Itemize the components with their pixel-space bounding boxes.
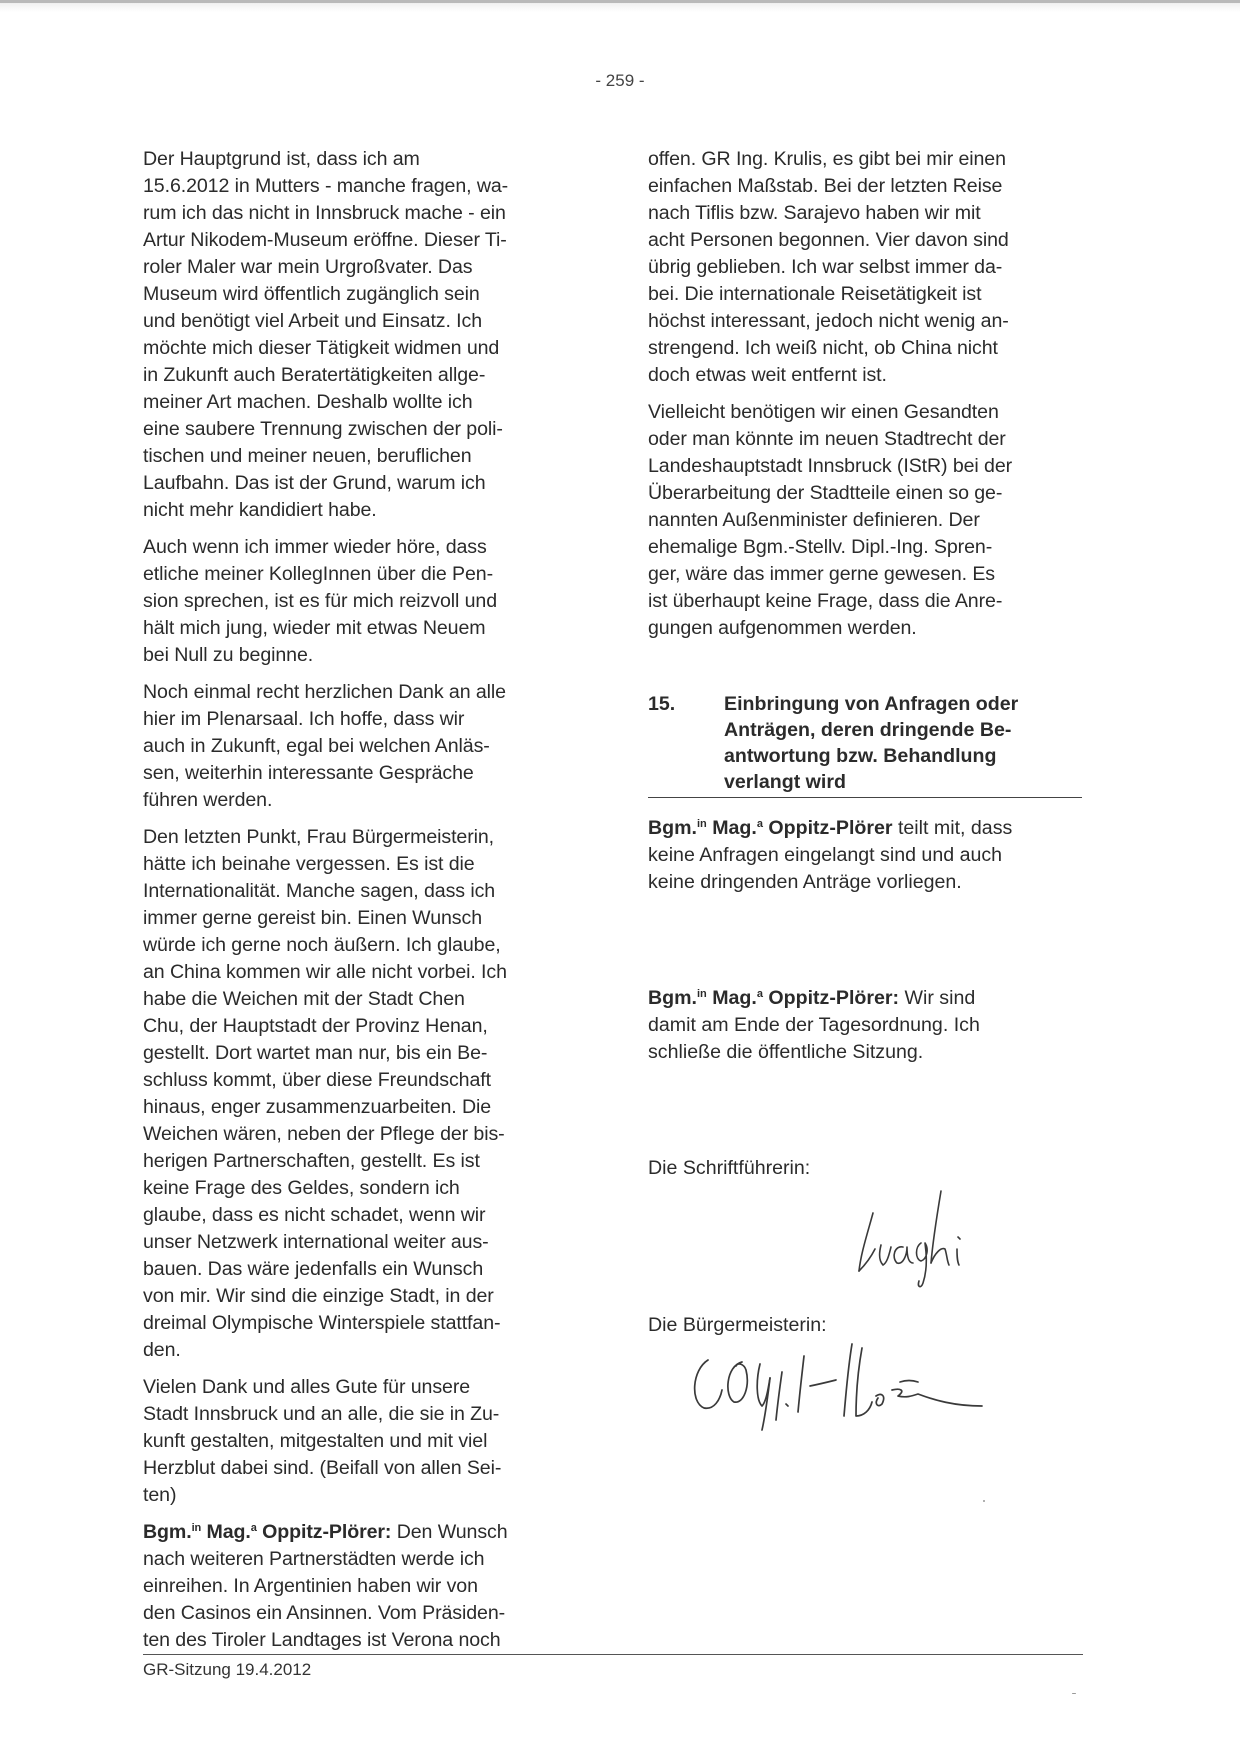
text-line: schließe die öffentliche Sitzung. [648,1041,924,1063]
scan-speck [983,1500,985,1502]
text-line: roler Maler war mein Urgroßvater. Das [143,256,473,278]
agenda-item-number: 15. [648,693,676,715]
text-line: unser Netzwerk international weiter aus- [143,1231,489,1253]
text-line: gungen aufgenommen werden. [648,617,917,639]
paragraph [143,146,573,524]
paragraph [143,534,573,669]
text-line: an China kommen wir alle nicht vorbei. Ich [143,961,507,983]
footer-session: GR-Sitzung 19.4.2012 [143,1660,312,1679]
text-line: möchte mich dieser Tätigkeit widmen und [143,337,500,359]
text-line: und benötigt viel Arbeit und Einsatz. Ich [143,310,483,332]
text-line: rum ich das nicht in Innsbruck mache - ein [143,202,506,224]
secretary-signature [845,1185,1035,1295]
text-line: meiner Art machen. Deshalb wollte ich [143,391,473,413]
scan-edge-line [0,0,1240,3]
text-line: acht Personen begonnen. Vier davon sind [648,229,1009,251]
text-line: bei. Die internationale Reisetätigkeit ist [648,283,982,305]
text-line: herigen Partnerschaften, gestellt. Es ist [143,1150,480,1172]
title-line: verlangt wird [724,771,846,793]
paragraph [143,1374,573,1509]
text-line: den. [143,1339,181,1361]
text-line: eine saubere Trennung zwischen der poli- [143,418,503,440]
page-number: - 259 - [595,71,645,90]
text-line: kunft gestalten, mitgestalten und mit viel [143,1430,488,1452]
text-line: nannten Außenminister definieren. Der [648,509,980,531]
text-line: Herzblut dabei sind. (Beifall von allen Sei- [143,1457,502,1479]
text-line: bauen. Das wäre jedenfalls ein Wunsch [143,1258,484,1280]
text-line: immer gerne gereist bin. Einen Wunsch [143,907,482,929]
text-line: Vielen Dank und alles Gute für unsere [143,1376,471,1398]
speaker-line: Bgm.$^{in}$ Mag.$^a$ Oppitz-Plörer: Den Wunsch [143,1521,508,1543]
text-line: strengend. Ich weiß nicht, ob China nicht [648,337,998,359]
text-line: keine Frage des Geldes, sondern ich [143,1177,460,1199]
text-line: würde ich gerne noch äußern. Ich glaube, [143,934,501,956]
mayor-statement-1 [648,815,1088,896]
text-line: 15.6.2012 in Mutters - manche fragen, wa- [143,175,509,197]
text-line: sen, weiterhin interessante Gespräche [143,762,474,784]
text-line: ger, wäre das immer gerne gewesen. Es [648,563,995,585]
text-line: dreimal Olympische Winterspiele stattfan- [143,1312,501,1334]
text-line: schluss kommt, über diese Freundschaft [143,1069,491,1091]
text-line: keine Anfragen eingelangt sind und auch [648,844,1003,866]
left-paragraphs [143,146,573,1509]
text-line: gestellt. Dort wartet man nur, bis ein Be- [143,1042,488,1064]
text-line: habe die Weichen mit der Stadt Chen [143,988,465,1010]
text-line: nicht mehr kandidiert habe. [143,499,377,521]
paragraph [143,824,573,1364]
text-line: ten) [143,1484,177,1506]
left-column [143,146,573,1664]
text-line: ehemalige Bgm.-Stellv. Dipl.-Ing. Spren- [648,536,993,558]
speaker-name: Bgm.$^{in}$ Mag.$^a$ Oppitz-Plörer: [143,1521,392,1543]
text-line: hinaus, enger zusammenzuarbeiten. Die [143,1096,492,1118]
text-line: Artur Nikodem-Museum eröffne. Dieser Ti- [143,229,507,251]
text-line: sion sprechen, ist es für mich reizvoll und [143,590,497,612]
mayor-statement-2 [648,985,1088,1066]
text-line: von mir. Wir sind die einzige Stadt, in der [143,1285,494,1307]
text-line: nach Tiflis bzw. Sarajevo haben wir mit [648,202,981,224]
agenda-item-15 [648,691,1082,798]
mayor-signature [686,1320,1046,1440]
text-line: Noch einmal recht herzlichen Dank an alle [143,681,506,703]
text-line: auch in Zukunft, egal bei welchen Anläs- [143,735,490,757]
text-line: ist überhaupt keine Frage, dass die Anre- [648,590,1003,612]
text-line: höchst interessant, jedoch nicht wenig an- [648,310,1009,332]
speaker-line: Bgm.$^{in}$ Mag.$^a$ Oppitz-Plörer: Wir sind [648,987,976,1009]
text-line: führen werden. [143,789,273,811]
text-line: ten des Tiroler Landtages ist Verona noch [143,1629,501,1651]
text-line: in Zukunft auch Beratertätigkeiten allge- [143,364,486,386]
text-line: hätte ich beinahe vergessen. Es ist die [143,853,475,875]
agenda-item-title [724,691,1082,795]
text-line: bei Null zu beginne. [143,644,314,666]
text-line: offen. GR Ing. Krulis, es gibt bei mir einen [648,148,1006,170]
mayor-label: Die Bürgermeisterin: [648,1314,827,1336]
paragraph [648,399,1080,642]
text-line: einfachen Maßstab. Bei der letzten Reise [648,175,1003,197]
text-line: etliche meiner KollegInnen über die Pen- [143,563,493,585]
paragraph [648,146,1080,389]
text-line: keine dringenden Anträge vorliegen. [648,871,962,893]
text-line: Weichen wären, neben der Pflege der bis- [143,1123,505,1145]
text-line: nach weiteren Partnerstädten werde ich [143,1548,485,1570]
speaker-name: Bgm.$^{in}$ Mag.$^a$ Oppitz-Plörer: [648,987,900,1009]
title-line: Anträgen, deren dringende Be- [724,719,1012,741]
text-line: hält mich jung, wieder mit etwas Neuem [143,617,486,639]
text-line: doch etwas weit entfernt ist. [648,364,887,386]
text-line: Überarbeitung der Stadtteile einen so ge- [648,482,1003,504]
scan-speck [1072,1693,1076,1694]
footer-rule [143,1654,1083,1655]
text-line: einreihen. In Argentinien haben wir von [143,1575,478,1597]
text-line: damit am Ende der Tagesordnung. Ich [648,1014,980,1036]
text-line: Vielleicht benötigen wir einen Gesandten [648,401,999,423]
text-line: tischen und meiner neuen, beruflichen [143,445,472,467]
text-line: Stadt Innsbruck und an alle, die sie in Zu- [143,1403,500,1425]
text-line: Landeshauptstadt Innsbruck (IStR) bei der [648,455,1013,477]
right-paragraphs [648,146,1080,642]
text-line: Chu, der Hauptstadt der Provinz Henan, [143,1015,488,1037]
text-line: den Casinos ein Ansinnen. Vom Präsiden- [143,1602,506,1624]
text-line: Laufbahn. Das ist der Grund, warum ich [143,472,486,494]
speaker-name: Bgm.$^{in}$ Mag.$^a$ Oppitz-Plörer [648,817,893,839]
text-line: glaube, dass es nicht schadet, wenn wir [143,1204,486,1226]
text-line: Internationalität. Manche sagen, dass ich [143,880,496,902]
text-line: Museum wird öffentlich zugänglich sein [143,283,480,305]
right-column [648,146,1080,652]
text-line: Auch wenn ich immer wieder höre, dass [143,536,487,558]
title-line: Einbringung von Anfragen oder [724,693,1019,715]
paragraph [143,679,573,814]
text-line: oder man könnte im neuen Stadtrecht der [648,428,1006,450]
text-line: Den letzten Punkt, Frau Bürgermeisterin, [143,826,495,848]
text-line: übrig geblieben. Ich war selbst immer da- [648,256,1003,278]
secretary-label: Die Schriftführerin: [648,1157,811,1179]
title-line: antwortung bzw. Behandlung [724,745,997,767]
speaker-line: Bgm.$^{in}$ Mag.$^a$ Oppitz-Plörer teilt mit, dass [648,817,1013,839]
text-line: Der Hauptgrund ist, dass ich am [143,148,420,170]
text-line: hier im Plenarsaal. Ich hoffe, dass wir [143,708,465,730]
speaker-paragraph [143,1519,573,1654]
